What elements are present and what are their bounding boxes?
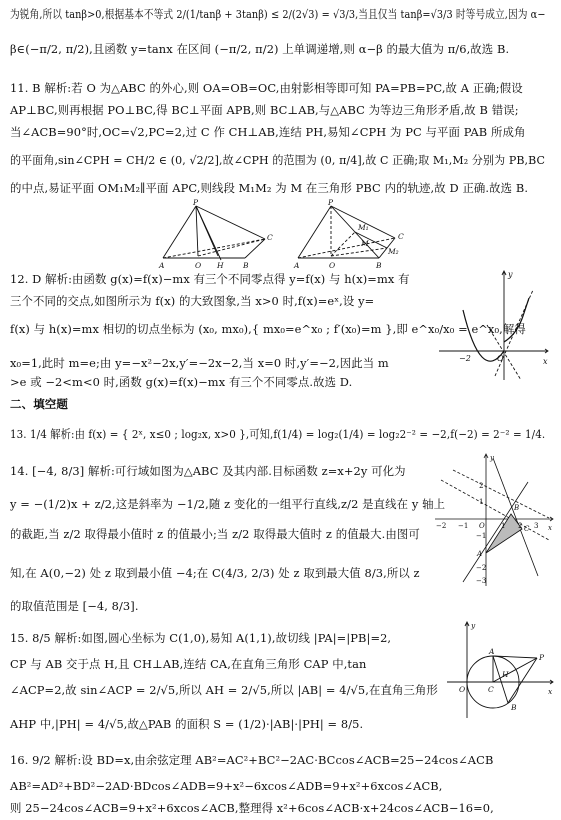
axis-label: x (548, 687, 553, 696)
point-label: B (511, 703, 517, 712)
text-line: 三个不同的交点,如图所示为 f(x) 的大致图象,当 x>0 时,f(x)=eˣ,设 y= (10, 294, 375, 308)
fig11-label: M₂ (388, 247, 399, 256)
text-line: 13. 1/4 解析:由 f(x) = { 2ˣ, x≤0 ; log₂x, x>0 },可知,f(1/4) = log₂(1/4) = log₂2⁻² = −2,f(−2) = 2⁻² = 1/4. (10, 427, 546, 441)
text-line: f(x) 与 h(x)=mx 相切的切点坐标为 (x₀, mx₀),{ mx₀=e^x₀ ; f′(x₀)=m },即 e^x₀/x₀ = e^x₀,解得 (10, 322, 526, 336)
axis-label: y (471, 621, 476, 630)
origin-label: O (479, 522, 485, 530)
text-line: 则 25−24cos∠ACB=9+x²+6xcos∠ACB,整理得 x²+6cos∠ACB·x+24cos∠ACB−16=0, (10, 801, 494, 815)
figure-15-circle-tangents (445, 620, 555, 720)
fig11-label: B (243, 261, 249, 270)
fig11-label: M (361, 239, 369, 248)
text-line: 12. D 解析:由函数 g(x)=f(x)−mx 有三个不同零点得 y=f(x) 与 h(x)=mx 有 (10, 272, 410, 286)
fig11-label: P (193, 198, 199, 207)
tick-label: −2 (476, 564, 487, 572)
origin-label: O (497, 354, 504, 363)
tick-label: 3 (534, 522, 539, 530)
text-line: ∠ACP=2,故 sin∠ACP = 2/√5,所以 AH = 2/√5,所以 |AB| = 4/√5,在直角三角形 (10, 683, 438, 697)
text-line: 14. [−4, 8/3] 解析:可行域如图为△ABC 及其内部.目标函数 z=x+2y 可化为 (10, 464, 406, 478)
fig11-label: O (329, 261, 336, 270)
fig11-label: C (267, 233, 273, 242)
text-line: 11. B 解析:若 O 为△ABC 的外心,则 OA=OB=OC,由射影相等即可知 PA=PB=PC,故 A 正确;假设 (10, 81, 523, 95)
fig11-label: H (217, 261, 224, 270)
text-line: CP 与 AB 交于点 H,且 CH⊥AB,连结 CA,在直角三角形 CAP 中,tan (10, 657, 367, 671)
fig11-label: A (159, 261, 165, 270)
fig11-label: P (328, 198, 334, 207)
text-line: 为锐角,所以 tanβ>0,根据基本不等式 2/(1/tanβ + 3tanβ) ≤ 2/(2√3) = √3/3,当且仅当 tanβ=√3/3 时等号成立,因为 α− (10, 7, 546, 21)
figure-11-pyramids (155, 198, 425, 270)
text-line: 16. 9/2 解析:设 BD=x,由余弦定理 AB²=AC²+BC²−2AC·BCcos∠ACB=25−24cos∠ACB (10, 753, 494, 767)
text-line: 15. 8/5 解析:如图,圆心坐标为 C(1,0),易知 A(1,1),故切线 |PA|=|PB|=2, (10, 631, 392, 645)
fig11-label: B (376, 261, 382, 270)
tick-label: −2 (459, 354, 471, 363)
section-heading: 二、填空题 (10, 397, 68, 411)
point-label: A (489, 647, 495, 656)
text-line: 当∠ACB=90°时,OC=√2,PC=2,过 C 作 CH⊥AB,连结 PH,易知∠CPH 为 PC 与平面 PAB 所成角 (10, 125, 526, 139)
tick-label: −2 (436, 522, 447, 530)
text-line: >e 或 −2<m<0 时,函数 g(x)=f(x)−mx 有三个不同零点.故选 D. (10, 375, 353, 389)
fig11-label: A (294, 261, 300, 270)
tick-label: −1 (476, 532, 487, 540)
fig11-label: C (398, 232, 404, 241)
point-label: A (477, 550, 483, 558)
text-line: AP⊥BC,则再根据 PO⊥BC,得 BC⊥平面 APB,则 BC⊥AB,与△ABC 为等边三角形矛盾,故 B 错误; (10, 103, 519, 117)
axis-label: y (508, 270, 513, 279)
fig11-label: O (195, 261, 202, 270)
tick-label: −1 (458, 522, 469, 530)
text-line: 的截距,当 z/2 取得最小值时 z 的值最小;当 z/2 取得最大值时 z 的值最大.由图可 (10, 527, 420, 541)
text-line: AB²=AD²+BD²−2AD·BDcos∠ADB=9+x²−6xcos∠ADB=9+x²+6xcos∠ACB, (10, 779, 443, 793)
tick-label: 2 (479, 482, 484, 490)
tick-label: 2 (518, 522, 523, 530)
text-line: 的中点,易证平面 OM₁M₂∥平面 APC,则线段 M₁M₂ 为 M 在三角形 PBC 内的轨迹,故 D 正确.故选 B. (10, 181, 529, 195)
tick-label: −3 (476, 577, 487, 585)
point-label: B (514, 504, 520, 512)
axis-label: x (543, 357, 548, 366)
text-line: y = −(1/2)x + z/2,这是斜率为 −1/2,随 z 变化的一组平行直线,z/2 是直线在 y 轴上 (10, 497, 446, 511)
tick-label: 1 (479, 498, 484, 506)
point-label: H (502, 670, 509, 679)
point-label: C (488, 685, 494, 694)
origin-label: O (459, 685, 466, 694)
figure-12-graph (437, 268, 552, 383)
point-label: P (539, 653, 545, 662)
text-line: AHP 中,|PH| = 4/√5,故△PAB 的面积 S = (1/2)·|AB|·|PH| = 8/5. (10, 717, 364, 731)
axis-label: y (490, 454, 494, 462)
text-line: x₀=1,此时 m=e;由 y=−x²−2x,y′=−2x−2,当 x=0 时,y′=−2,因此当 m (10, 356, 389, 370)
axis-label: x (548, 524, 552, 532)
text-line: 的取值范围是 [−4, 8/3]. (10, 599, 139, 613)
text-line: β∈(−π/2, π/2),且函数 y=tanx 在区间 (−π/2, π/2) 上单调递增,则 α−β 的最大值为 π/6,故选 B. (10, 42, 510, 56)
figure-14-feasible-region (433, 452, 555, 588)
text-line: 的平面角,sin∠CPH = CH/2 ∈ (0, √2/2],故∠CPH 的范围为 (0, π/4],故 C 正确;取 M₁,M₂ 分别为 PB,BC (10, 153, 546, 167)
text-line: 知,在 A(0,−2) 处 z 取到最小值 −4;在 C(4/3, 2/3) 处 z 取到最大值 8/3,所以 z (10, 566, 420, 580)
point-label: C (524, 525, 530, 533)
tick-label: 1 (501, 522, 506, 530)
fig11-label: M₁ (358, 223, 369, 232)
